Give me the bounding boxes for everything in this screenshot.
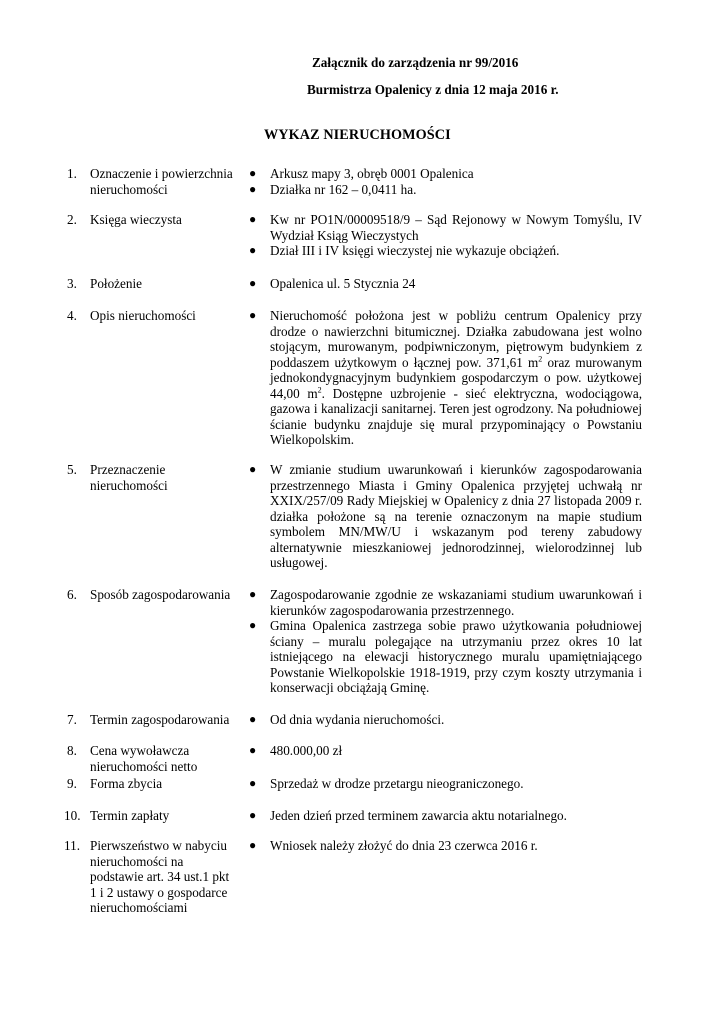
item-label: Opis nieruchomości [90,308,196,323]
bullet-entry [248,308,642,448]
item-number: 5. [67,462,77,477]
issuer-and-date: Burmistrza Opalenicy z dnia 12 maja 2016 r. [307,82,559,97]
bullet-icon: ● [249,712,257,726]
bullet-icon: ● [249,808,257,822]
bullet-text: W zmianie studium uwarunkowań i kierunków zagospodarowania przestrzennego Miasta i Gminy Opalenica przyjętej uchwałą nr XXIX/257/09 Rady Miejskiej w Opalenicy z dnia 27 listopada 2009 r. działka położone są na terenie oznaczonym na mapie studium symbolem MN/MW/U i wskazanym pod tereny zabudowy alternatywnie mieszkaniowej jednorodzinnej, wielorodzinnej lub usługowej. [270,462,642,570]
bullet-text: Jeden dzień przed terminem zawarcia aktu notarialnego. [270,808,567,823]
item-bullets [248,776,642,792]
bullet-entry [248,618,642,696]
item-number: 3. [67,276,77,291]
item-number: 6. [67,587,77,602]
item-number: 10. [64,808,81,823]
bullet-entry [248,743,642,759]
item-label: Przeznaczenie nieruchomości [90,462,168,493]
item-number: 8. [67,743,77,758]
bullet-text: 480.000,00 zł [270,743,343,758]
bullet-text: Sprzedaż w drodze przetargu nieograniczonego. [270,776,524,791]
bullet-icon: ● [249,618,257,632]
bullet-text: Kw nr PO1N/00009518/9 – Sąd Rejonowy w Nowym Tomyślu, IV Wydział Ksiąg Wieczystych [270,212,642,243]
item-number: 1. [67,166,77,181]
bullet-entry [248,776,642,792]
bullet-icon: ● [249,308,257,322]
item-label: Sposób zagospodarowania [90,587,231,602]
item-label: Termin zagospodarowania [90,712,230,727]
bullet-icon: ● [249,212,257,226]
item-label: Termin zapłaty [90,808,170,823]
bullet-entry [248,182,642,198]
attachment-reference: Załącznik do zarządzenia nr 99/2016 [312,55,519,70]
bullet-icon: ● [249,276,257,290]
bullet-entry [248,587,642,618]
bullet-text: Zagospodarowanie zgodnie ze wskazaniami studium uwarunkowań i kierunków zagospodarowania przestrzennego. [270,587,642,618]
item-number: 9. [67,776,77,791]
bullet-icon: ● [249,743,257,757]
item-label: Księga wieczysta [90,212,182,227]
bullet-icon: ● [249,243,257,257]
item-bullets [248,212,642,259]
item-number: 11. [64,838,80,853]
item-bullets [248,462,642,571]
bullet-entry [248,808,642,824]
item-bullets [248,308,642,448]
bullet-entry [248,212,642,243]
item-bullets [248,838,642,854]
bullet-icon: ● [249,776,257,790]
bullet-text: Gmina Opalenica zastrzega sobie prawo użytkowania południowej ściany – muralu polegające na utrzymaniu przez okres 10 lat istniejącego na elewacji historycznego muralu upamiętniającego Powstanie Wielkopolskie 1918-1919, przy czym koszty utrzymania i konserwacji obciążają Gminę. [270,618,642,695]
bullet-text: Od dnia wydania nieruchomości. [270,712,445,727]
bullet-entry [248,166,642,182]
item-label: Forma zbycia [90,776,163,791]
bullet-entry [248,838,642,854]
bullet-icon: ● [249,181,257,196]
item-bullets [248,166,642,197]
item-label: Oznaczenie i powierzchnia nieruchomości [90,166,233,197]
item-bullets [248,587,642,696]
bullet-icon: ● [249,462,257,476]
item-label: Pierwszeństwo w nabyciu nieruchomości na podstawie art. 34 ust.1 pkt 1 i 2 ustawy o gospodarce nieruchomościami [90,838,230,915]
item-number: 2. [67,212,77,227]
bullet-entry [248,462,642,571]
item-bullets [248,808,642,824]
bullet-icon: ● [249,587,257,601]
bullet-entry [248,243,642,259]
item-label: Położenie [90,276,143,291]
bullet-entry [248,712,642,728]
document-title: WYKAZ NIERUCHOMOŚCI [264,127,451,143]
bullet-text: Opalenica ul. 5 Stycznia 24 [270,276,416,291]
bullet-icon: ● [249,838,257,852]
item-label: Cena wywoławcza nieruchomości netto [90,743,198,774]
bullet-icon: ● [249,166,257,180]
bullet-text: Nieruchomość położona jest w pobliżu centrum Opalenicy przy drodze o nawierzchni bitumicznej. Działka zabudowana jest wolno stojącym, murowanym, podpiwniczonym, piętrowym budynkiem z poddaszem użytkowym o łącznej pow. 371,61 $m^2$ oraz murowanym jednokondygnacyjnym budynkiem gospodarczym o pow. użytkowej 44,00 $m^2$. Dostępne uzbrojenie - sieć elektryczna, wodociągowa, gazowa i kanalizacji sanitarnej. Teren jest ogrodzony. Na południowej ścianie budynku znajduje się mural przypominający o Powstaniu Wielkopolskim. [270,308,642,447]
bullet-text: Dział III i IV księgi wieczystej nie wykazuje obciążeń. [270,243,560,258]
item-number: 4. [67,308,77,323]
item-bullets [248,276,642,292]
item-bullets [248,743,642,759]
item-bullets [248,712,642,728]
bullet-text: Wniosek należy złożyć do dnia 23 czerwca 2016 r. [270,838,538,853]
item-number: 7. [67,712,77,727]
bullet-text: Działka nr 162 – 0,0411 ha. [270,181,417,197]
bullet-text: Arkusz mapy 3, obręb 0001 Opalenica [270,166,474,181]
bullet-entry [248,276,642,292]
